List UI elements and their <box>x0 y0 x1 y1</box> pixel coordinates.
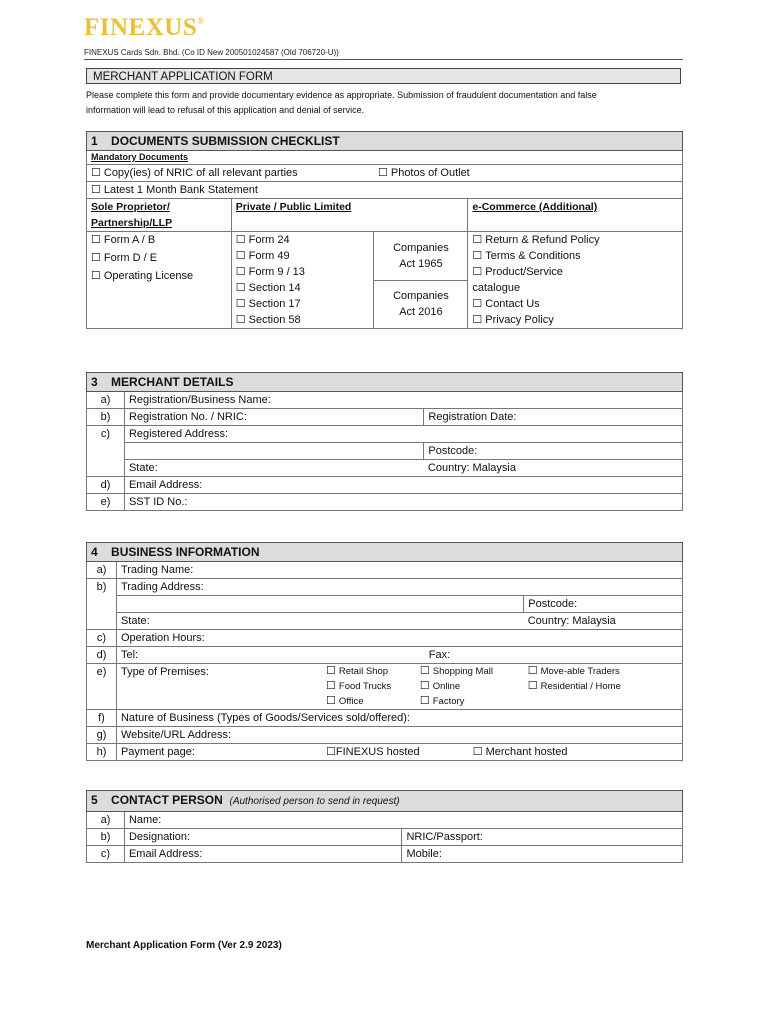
checkbox-icon[interactable]: ☐ <box>472 266 483 278</box>
business-info-table: 4 BUSINESS INFORMATION a) Trading Name: b) Trading Address: Postcode: State: Country: Malaysia c) Operation Hours: d) Tel: Fax: e) Type of Premises: ☐ Retail Shop ☐ Food Trucks ☐ Office ☐ Shopping Mall ☐ Online ☐ Factory ☐ Move-able Traders ☐ Residential / Home f) Nature of Business (Types of Goods/Services sold/offered): g) Website/URL Address: h) Payment page: ☐FINEXUS hosted ☐ Merchant hosted <box>86 542 683 761</box>
state-field[interactable]: State: <box>124 460 423 477</box>
checkbox-icon[interactable]: ☐ <box>472 746 483 758</box>
designation-field[interactable]: Designation: <box>124 829 402 846</box>
finexus-logo: FINEXUS® <box>84 14 205 41</box>
checkbox-icon[interactable]: ☐ <box>472 314 483 326</box>
checkbox-icon[interactable]: ☐ <box>527 680 538 692</box>
checkbox-icon[interactable]: ☐ <box>419 665 430 677</box>
company-info: FINEXUS Cards Sdn. Bhd. (Co ID New 200501024587 (Old 706720-U)) <box>84 48 339 57</box>
checkbox-icon[interactable]: ☐ <box>235 314 246 326</box>
shopping-mall-label: Shopping Mall <box>432 666 493 677</box>
email-field[interactable]: Email Address: <box>124 477 682 494</box>
operating-license-label: Operating License <box>103 270 194 282</box>
checklist-table <box>86 131 683 329</box>
checkbox-icon[interactable]: ☐ <box>235 234 246 246</box>
privacy-policy-label: Privacy Policy <box>485 314 554 326</box>
checkbox-icon[interactable]: ☐ <box>377 167 388 179</box>
checkbox-icon[interactable]: ☐ <box>91 184 101 196</box>
product-service-label: Product/Service <box>485 266 563 278</box>
form-title: MERCHANT APPLICATION FORM <box>86 68 681 84</box>
trading-name-field[interactable]: Trading Name: <box>116 562 682 579</box>
checkbox-icon[interactable]: ☐ <box>472 298 483 310</box>
merchant-details-table: 3 MERCHANT DETAILS a) Registration/Business Name: b) Registration No. / NRIC: Registration Date: c) Registered Address: Postcode: State: Country: Malaysia d) Email Address: e) SST ID No.: <box>86 372 683 511</box>
moveable-traders-label: Move-able Traders <box>540 666 620 677</box>
merchant-hosted-label: Merchant hosted <box>485 746 568 758</box>
online-label: Online <box>432 681 461 692</box>
tel-field[interactable]: Tel: <box>116 647 523 664</box>
checkbox-icon[interactable]: ☐ <box>326 695 336 707</box>
companies-act-1965: Companies Act 1965 <box>374 232 468 281</box>
merchant-details-header: 3 MERCHANT DETAILS <box>87 373 683 392</box>
contact-person-table: 5 CONTACT PERSON (Authorised person to send in request) a) Name: b) Designation: NRIC/Passport: c) Email Address: Mobile: <box>86 790 683 863</box>
nric-doc-label: Copy(ies) of NRIC of all relevant parties <box>103 167 298 179</box>
checkbox-icon[interactable]: ☐ <box>235 298 246 310</box>
office-label: Office <box>338 696 364 707</box>
header-divider <box>84 59 683 60</box>
section-14-label: Section 14 <box>248 282 301 294</box>
sole-proprietor-label: Sole Proprietor/ Partnership/LLP <box>87 199 232 232</box>
checkbox-icon[interactable]: ☐ <box>235 266 246 278</box>
footer-version: Merchant Application Form (Ver 2.9 2023) <box>86 940 282 951</box>
premises-col-3 <box>524 664 683 710</box>
return-refund-label: Return & Refund Policy <box>485 234 600 246</box>
registered-address-field[interactable]: Registered Address: <box>124 426 682 443</box>
intro-text: Please complete this form and provide documentary evidence as appropriate. Submission of fraudulent documentation and false information will lead to refusal of this application and denial of service. <box>86 90 597 115</box>
factory-label: Factory <box>432 696 465 707</box>
checkbox-icon[interactable]: ☐ <box>472 234 483 246</box>
premises-col-1 <box>322 664 416 710</box>
checkbox-icon[interactable]: ☐ <box>472 250 483 262</box>
nature-of-business-field[interactable]: Nature of Business (Types of Goods/Services sold/offered): <box>116 710 682 727</box>
nric-passport-field[interactable]: NRIC/Passport: <box>402 829 683 846</box>
operation-hours-field[interactable]: Operation Hours: <box>116 630 682 647</box>
trading-state-field[interactable]: State: <box>116 613 523 630</box>
fax-field[interactable]: Fax: <box>524 647 683 664</box>
terms-conditions-label: Terms & Conditions <box>485 250 581 262</box>
checkbox-icon[interactable]: ☐ <box>419 695 430 707</box>
checkbox-icon[interactable]: ☐ <box>235 282 246 294</box>
trading-address-field[interactable]: Trading Address: <box>116 579 682 596</box>
business-name-field[interactable]: Registration/Business Name: <box>124 392 682 409</box>
trading-postcode-field[interactable]: Postcode: <box>524 596 683 613</box>
checkbox-icon[interactable]: ☐ <box>91 234 101 246</box>
checkbox-icon[interactable]: ☐ <box>326 680 336 692</box>
section-17-label: Section 17 <box>248 298 301 310</box>
registration-date-field[interactable]: Registration Date: <box>424 409 683 426</box>
checkbox-icon[interactable]: ☐ <box>527 665 538 677</box>
checkbox-icon[interactable]: ☐ <box>91 252 101 264</box>
contact-person-header: 5 CONTACT PERSON (Authorised person to send in request) <box>87 791 683 812</box>
residential-label: Residential / Home <box>540 681 621 692</box>
premises-label: Type of Premises: <box>116 664 322 710</box>
checkbox-icon[interactable]: ☐ <box>419 680 430 692</box>
ecommerce-label: e-Commerce (Additional) <box>468 199 683 232</box>
checkbox-icon[interactable]: ☐ <box>326 746 336 758</box>
trading-address-line[interactable] <box>116 596 523 613</box>
retail-shop-label: Retail Shop <box>338 666 389 677</box>
contact-email-field[interactable]: Email Address: <box>124 846 402 863</box>
website-field[interactable]: Website/URL Address: <box>116 727 682 744</box>
country-field: Country: Malaysia <box>424 460 683 477</box>
catalogue-label: catalogue <box>468 280 683 296</box>
postcode-field[interactable]: Postcode: <box>424 443 683 460</box>
form-24-label: Form 24 <box>248 234 290 246</box>
private-limited-label: Private / Public Limited <box>231 199 468 232</box>
form-a-b-label: Form A / B <box>103 234 156 246</box>
contact-name-field[interactable]: Name: <box>124 812 682 829</box>
checkbox-icon[interactable]: ☐ <box>326 665 336 677</box>
checkbox-icon[interactable]: ☐ <box>235 250 246 262</box>
contact-us-label: Contact Us <box>485 298 540 310</box>
registration-no-field[interactable]: Registration No. / NRIC: <box>124 409 423 426</box>
address-line-field[interactable] <box>124 443 423 460</box>
section-58-label: Section 58 <box>248 314 301 326</box>
premises-col-2 <box>416 664 524 710</box>
checkbox-icon[interactable]: ☐ <box>91 270 101 282</box>
finexus-hosted-label: FINEXUS hosted <box>335 746 420 758</box>
checklist-header: 1 DOCUMENTS SUBMISSION CHECKLIST <box>87 132 683 151</box>
food-trucks-label: Food Trucks <box>338 681 392 692</box>
checkbox-icon[interactable]: ☐ <box>91 167 101 179</box>
business-info-header: 4 BUSINESS INFORMATION <box>87 543 683 562</box>
mobile-field[interactable]: Mobile: <box>402 846 683 863</box>
payment-page-label: Payment page: <box>116 744 322 761</box>
companies-act-2016: Companies Act 2016 <box>374 280 468 329</box>
form-49-label: Form 49 <box>248 250 290 262</box>
mandatory-label: Mandatory Documents <box>87 151 683 165</box>
bank-doc-label: Latest 1 Month Bank Statement <box>103 184 258 196</box>
trading-country-field: Country: Malaysia <box>524 613 683 630</box>
form-9-13-label: Form 9 / 13 <box>248 266 305 278</box>
sst-id-field[interactable]: SST ID No.: <box>124 494 682 511</box>
form-d-e-label: Form D / E <box>103 252 158 264</box>
photos-doc-label: Photos of Outlet <box>390 167 470 179</box>
